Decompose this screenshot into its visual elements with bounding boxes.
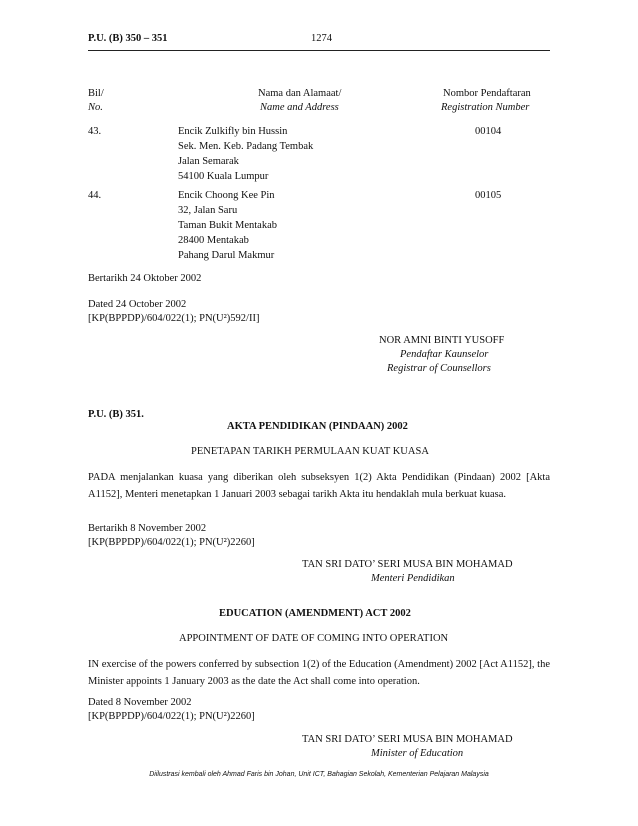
dated-ms: Bertarikh 24 Oktober 2002 — [88, 273, 202, 284]
page-number: 1274 — [311, 33, 332, 44]
address-line: Pahang Darul Makmur — [178, 250, 275, 261]
act-title-en: EDUCATION (AMENDMENT) ACT 2002 — [219, 608, 411, 619]
col-reg-header-en: Registration Number — [441, 102, 530, 113]
address-line: Encik Zulkifly bin Hussin — [178, 126, 288, 137]
address-line: 54100 Kuala Lumpur — [178, 171, 269, 182]
address-line: 32, Jalan Saru — [178, 205, 238, 216]
act-title-ms: AKTA PENDIDIKAN (PINDAAN) 2002 — [227, 421, 408, 432]
row-registration-number: 00104 — [475, 126, 502, 137]
address-line: 28400 Mentakab — [178, 235, 249, 246]
signatory-title-en: Minister of Education — [371, 748, 464, 759]
col-no-header-en: No. — [88, 102, 103, 113]
reference-number: [KP(BPPDP)/604/022(1); PN(U²)2260] — [88, 537, 255, 548]
address-line: Encik Choong Kee Pin — [178, 190, 275, 201]
signatory-title-ms: Pendaftar Kaunselor — [400, 349, 489, 360]
row-number: 43. — [88, 126, 102, 137]
col-reg-header-ms: Nombor Pendaftaran — [443, 88, 531, 99]
row-address — [178, 124, 313, 184]
col-address-header-en: Name and Address — [260, 102, 339, 113]
signatory-name: TAN SRI DATO’ SERI MUSA BIN MOHAMAD — [302, 559, 513, 570]
signatory-title-en: Registrar of Counsellors — [387, 363, 491, 374]
address-line: Sek. Men. Keb. Padang Tembak — [178, 141, 314, 152]
address-line: Taman Bukit Mentakab — [178, 220, 277, 231]
col-no-header-ms: Bil/ — [88, 88, 104, 99]
header-rule — [88, 50, 550, 51]
body-paragraph-ms: PADA menjalankan kuasa yang diberikan oleh subseksyen 1(2) Akta Pendidikan (Pindaan) 2002 [Akta A1152], Menteri menetapkan 1 Januari 2003 sebagai tarikh Akta itu hendaklah mula berkuat kuasa. — [88, 472, 550, 500]
reference-number: [KP(BPPDP)/604/022(1); PN(U²)592/II] — [88, 313, 260, 324]
body-paragraph-en: IN exercise of the powers conferred by subsection 1(2) of the Education (Amendment) 2002 [Act A1152], the Minister appoints 1 January 2003 as the date the Act shall come into operation. — [88, 659, 550, 687]
act-subtitle-en: APPOINTMENT OF DATE OF COMING INTO OPERATION — [179, 633, 449, 644]
gazette-number: P.U. (B) 350 – 351 — [88, 33, 168, 44]
reference-number: [KP(BPPDP)/604/022(1); PN(U²)2260] — [88, 711, 255, 722]
pu-number: P.U. (B) 351. — [88, 409, 144, 420]
col-address-header-ms: Nama dan Alamaat/ — [258, 88, 342, 99]
row-number: 44. — [88, 190, 102, 201]
dated-en: Dated 24 October 2002 — [88, 299, 187, 310]
signatory-name: TAN SRI DATO’ SERI MUSA BIN MOHAMAD — [302, 734, 513, 745]
row-registration-number: 00105 — [475, 190, 502, 201]
act-subtitle-ms: PENETAPAN TARIKH PERMULAAN KUAT KUASA — [191, 446, 429, 457]
footer-credit: Diilustrasi kembali oleh Ahmad Faris bin Johan, Unit ICT, Bahagian Sekolah, Kementerian Pelajaran Malaysia — [149, 771, 489, 778]
signatory-title-ms: Menteri Pendidikan — [371, 573, 455, 584]
signatory-name: NOR AMNI BINTI YUSOFF — [379, 335, 505, 346]
address-line: Jalan Semarak — [178, 156, 239, 167]
row-address — [178, 188, 277, 263]
dated-en: Dated 8 November 2002 — [88, 697, 192, 708]
dated-ms: Bertarikh 8 November 2002 — [88, 523, 207, 534]
